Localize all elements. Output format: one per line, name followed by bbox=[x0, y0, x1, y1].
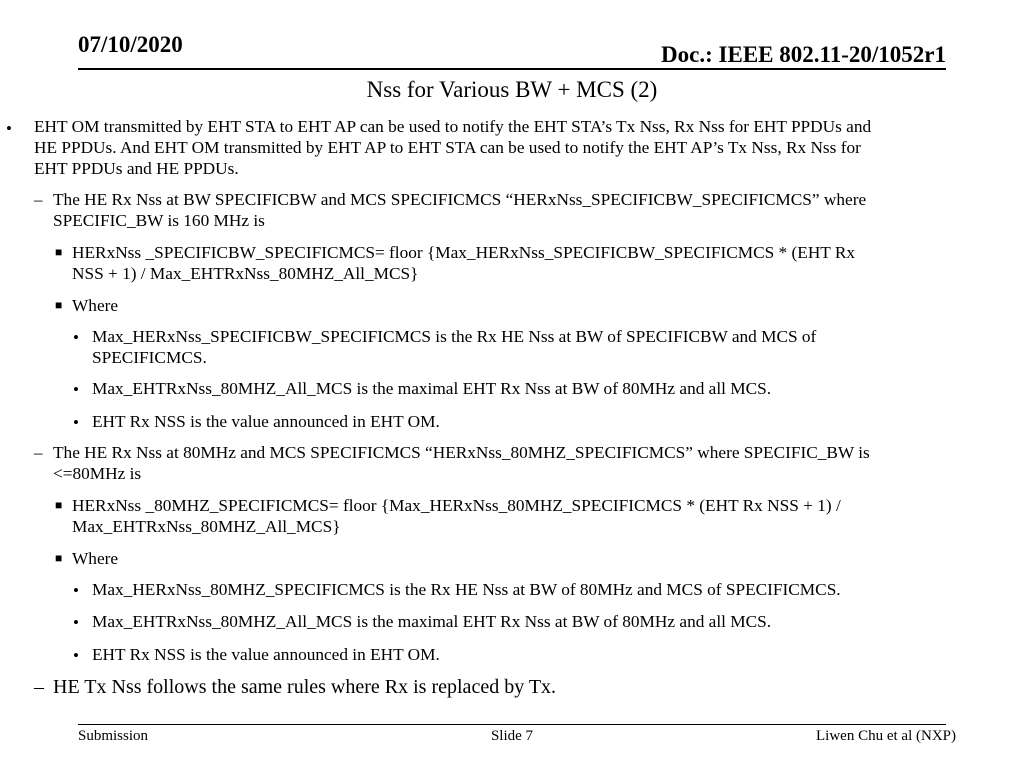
slide-title: Nss for Various BW + MCS (2) bbox=[366, 77, 658, 102]
body-line: HERxNss _SPECIFICBW_SPECIFICMCS= floor {Max_HERxNss_SPECIFICBW_SPECIFICMCS * (EHT Rx bbox=[72, 243, 856, 262]
body-line: Where bbox=[72, 549, 119, 568]
body-line: HE Tx Nss follows the same rules where Rx is replaced by Tx. bbox=[53, 676, 557, 698]
bullet-marker: • bbox=[73, 413, 79, 432]
bullet-marker: • bbox=[6, 119, 12, 138]
body-line: NSS + 1) / Max_EHTRxNss_80MHZ_All_MCS} bbox=[72, 264, 419, 283]
dash-marker: – bbox=[34, 443, 43, 462]
body-line: EHT PPDUs and HE PPDUs. bbox=[34, 159, 239, 178]
body-line: SPECIFIC_BW is 160 MHz is bbox=[53, 211, 265, 230]
dash-marker: – bbox=[34, 190, 43, 209]
square-marker: ■ bbox=[55, 498, 63, 512]
body-line: EHT Rx NSS is the value announced in EHT OM. bbox=[92, 412, 440, 431]
body-line: Max_EHTRxNss_80MHZ_All_MCS is the maximal EHT Rx Nss at BW of 80MHz and all MCS. bbox=[92, 379, 772, 398]
body-line: Where bbox=[72, 296, 119, 315]
body-line: Max_EHTRxNss_80MHZ_All_MCS is the maximal EHT Rx Nss at BW of 80MHz and all MCS. bbox=[92, 612, 772, 631]
bullet-marker: • bbox=[73, 380, 79, 399]
footer-author: Liwen Chu et al (NXP) bbox=[816, 728, 956, 744]
body-line: SPECIFICMCS. bbox=[92, 348, 207, 367]
body-line: <=80MHz is bbox=[53, 464, 142, 483]
square-marker: ■ bbox=[55, 298, 63, 312]
footer-submission: Submission bbox=[78, 728, 149, 744]
bullet-marker: • bbox=[73, 328, 79, 347]
bullet-marker: • bbox=[73, 646, 79, 665]
body-line: HE PPDUs. And EHT OM transmitted by EHT AP to EHT STA can be used to notify the EHT AP’s Tx Nss, Rx Nss for bbox=[34, 138, 861, 157]
document-number: Doc.: IEEE 802.11-20/1052r1 bbox=[661, 42, 946, 67]
footer-slide-number: Slide 7 bbox=[490, 728, 534, 744]
dash-marker: – bbox=[34, 676, 44, 698]
body-line: Max_HERxNss_80MHZ_SPECIFICMCS is the Rx HE Nss at BW of 80MHz and MCS of SPECIFICMCS. bbox=[92, 580, 841, 599]
bullet-marker: • bbox=[73, 581, 79, 600]
square-marker: ■ bbox=[55, 245, 63, 259]
square-marker: ■ bbox=[55, 551, 63, 565]
bullet-marker: • bbox=[73, 613, 79, 632]
body-line: EHT Rx NSS is the value announced in EHT OM. bbox=[92, 645, 440, 664]
footer-rule bbox=[78, 724, 946, 725]
body-line: HERxNss _80MHZ_SPECIFICMCS= floor {Max_HERxNss_80MHZ_SPECIFICMCS * (EHT Rx NSS + 1) / bbox=[72, 496, 841, 515]
body-line: The HE Rx Nss at BW SPECIFICBW and MCS SPECIFICMCS “HERxNss_SPECIFICBW_SPECIFICMCS” where bbox=[53, 190, 867, 209]
body-line: EHT OM transmitted by EHT STA to EHT AP can be used to notify the EHT STA’s Tx Nss, Rx Nss for EHT PPDUs and bbox=[34, 117, 872, 136]
slide-date: 07/10/2020 bbox=[78, 32, 183, 57]
body-line: Max_EHTRxNss_80MHZ_All_MCS} bbox=[72, 517, 341, 536]
header-rule bbox=[78, 68, 946, 70]
body-line: The HE Rx Nss at 80MHz and MCS SPECIFICMCS “HERxNss_80MHZ_SPECIFICMCS” where SPECIFIC_BW is bbox=[53, 443, 870, 462]
body-line: Max_HERxNss_SPECIFICBW_SPECIFICMCS is the Rx HE Nss at BW of SPECIFICBW and MCS of bbox=[92, 327, 817, 346]
